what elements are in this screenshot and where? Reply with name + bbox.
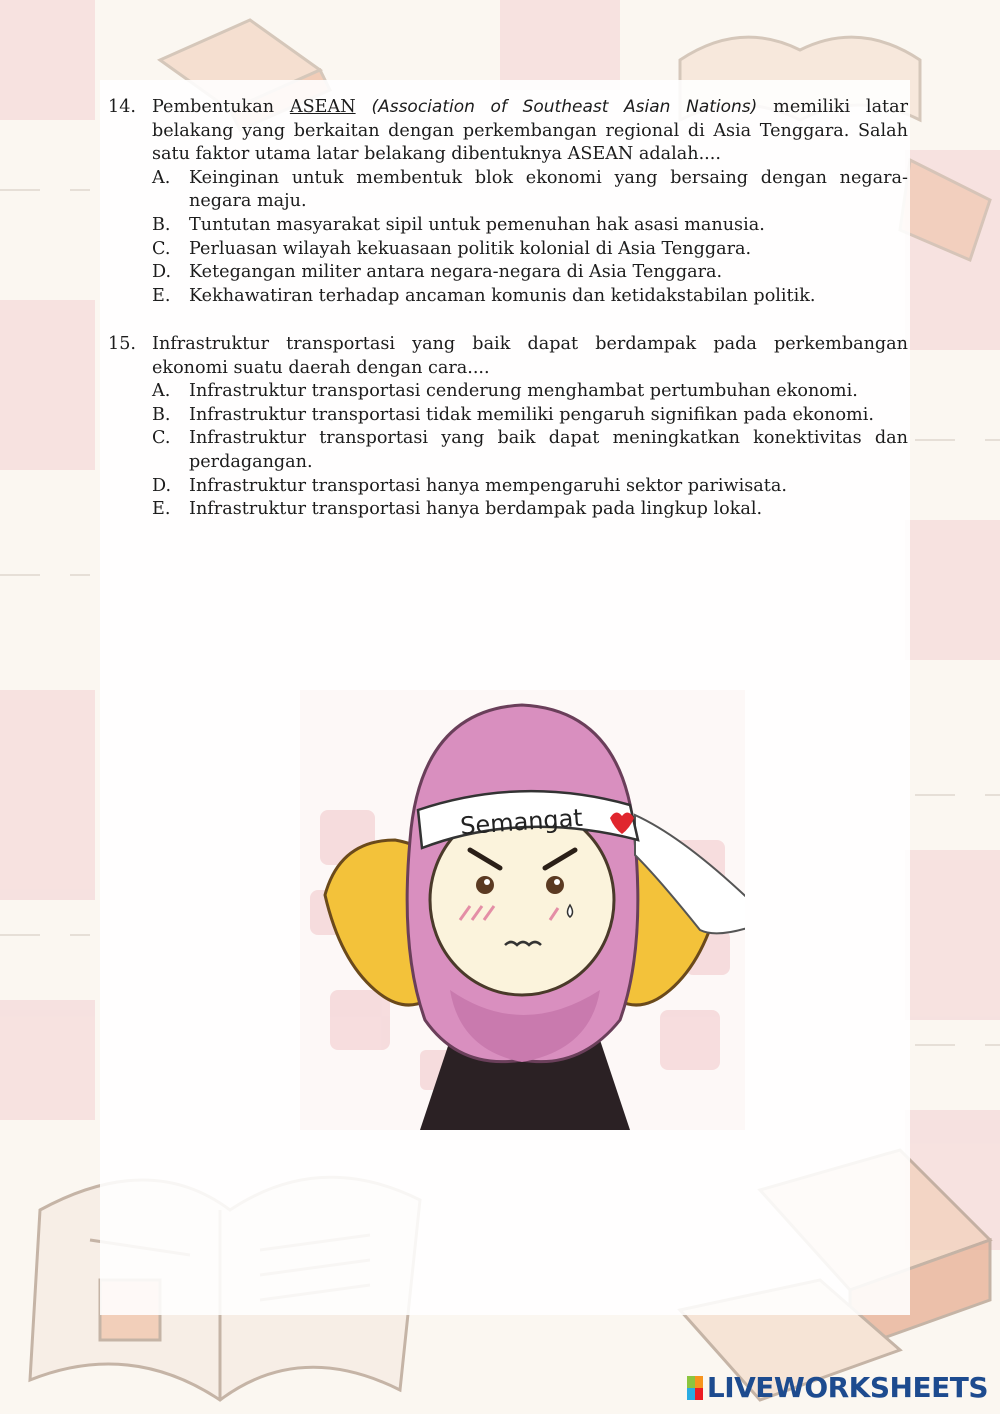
question-number: 14. (108, 97, 136, 117)
question-text: Pembentukan ASEAN (Association of Southeast Asian Nations) memiliki latar belakang yang berkaitan dengan perkembangan regional di Asia Tenggara. Salah satu faktor utama latar belakang dibentuknya ASEAN adalah.... (152, 97, 909, 165)
option-e[interactable]: E. Kekhawatiran terhadap ancaman komunis dan ketidakstabilan politik. (152, 285, 816, 306)
motivational-cartoon-image (300, 690, 745, 1130)
option-d[interactable]: D. Ketegangan militer antara negara-negara di Asia Tenggara. (152, 262, 723, 283)
question-14 (108, 96, 908, 308)
option-b[interactable]: B. Infrastruktur transportasi tidak memiliki pengaruh signifikan pada ekonomi. (152, 404, 874, 425)
option-a[interactable]: A. Infrastruktur transportasi cenderung menghambat pertumbuhan ekonomi. (152, 381, 858, 402)
liveworksheets-logo-icon (687, 1376, 703, 1400)
option-d[interactable]: D. Infrastruktur transportasi hanya mempengaruhi sektor pariwisata. (152, 475, 787, 496)
question-15 (108, 333, 908, 522)
option-e[interactable]: E. Infrastruktur transportasi hanya berdampak pada lingkup lokal. (152, 499, 763, 520)
option-c[interactable]: C. Infrastruktur transportasi yang baik dapat meningkatkan konektivitas dan perdagangan. (152, 428, 908, 472)
question-number: 15. (108, 334, 136, 354)
option-a[interactable]: A. Keinginan untuk membentuk blok ekonomi yang bersaing dengan negara-negara maju. (152, 167, 908, 212)
option-b[interactable]: B. Tuntutan masyarakat sipil untuk pemenuhan hak asasi manusia. (152, 214, 765, 235)
question-text: Infrastruktur transportasi yang baik dapat berdampak pada perkembangan ekonomi suatu daerah dengan cara.... (152, 334, 908, 378)
headband-text: Semangat (459, 803, 584, 841)
option-c[interactable]: C. Perluasan wilayah kekuasaan politik kolonial di Asia Tenggara. (152, 238, 752, 259)
brand-name: LIVEWORKSHEETS (706, 1371, 988, 1404)
liveworksheets-logo[interactable] (687, 1371, 988, 1404)
